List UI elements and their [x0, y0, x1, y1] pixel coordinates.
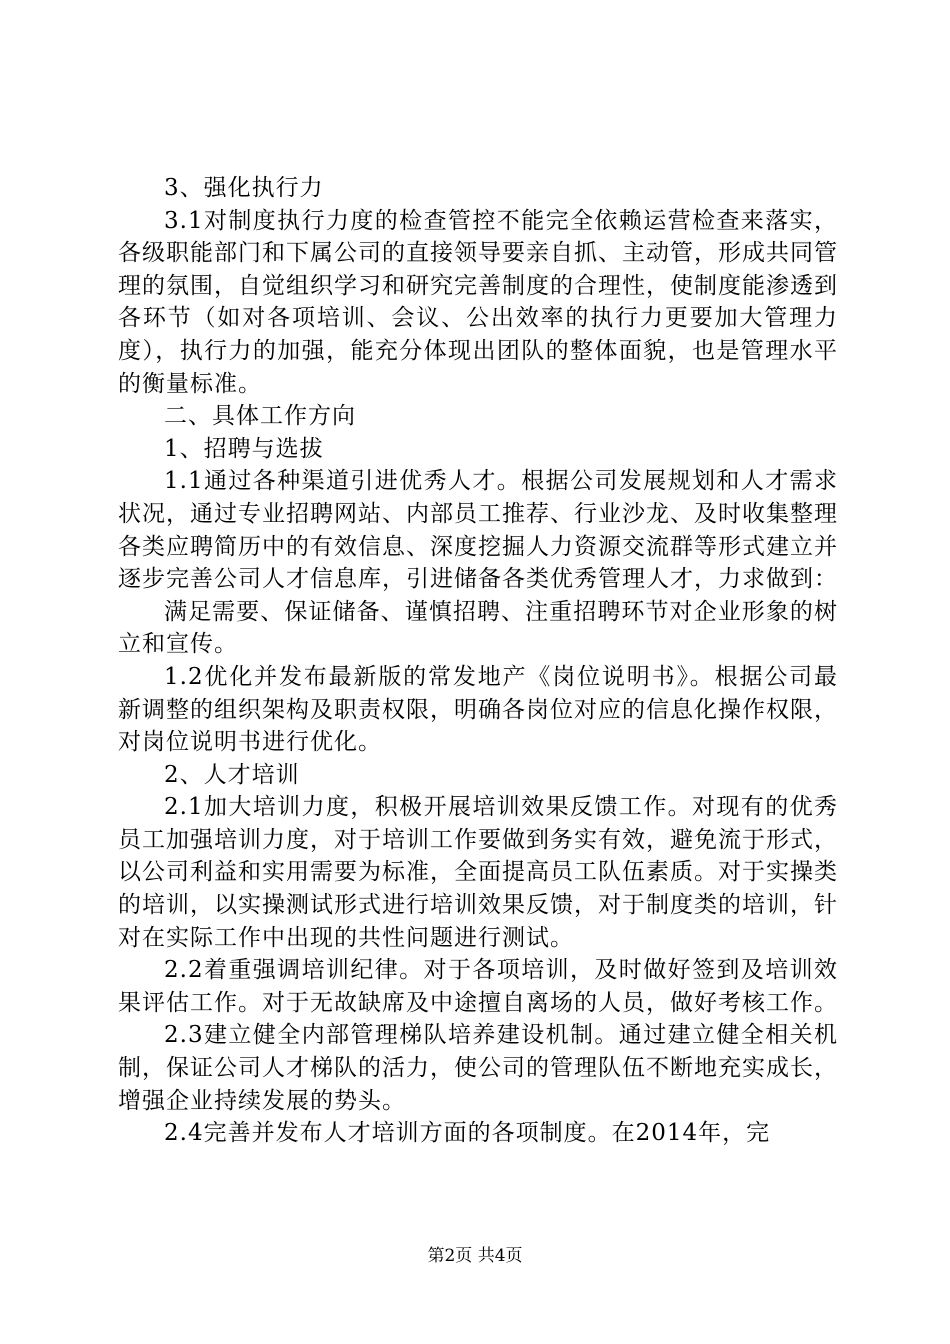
paragraph-1-1: 1.1通过各种渠道引进优秀人才。根据公司发展规划和人才需求状况，通过专业招聘网站、内部员工推荐、行业沙龙、及时收集整理各类应聘简历中的有效信息、深度挖掘人力资源交流群等形式建立并逐步完善公司人才信息库，引进储备各类优秀管理人才，力求做到： [118, 468, 838, 593]
section-heading-execution: 3、强化执行力 [164, 175, 324, 201]
section-heading-recruitment: 1、招聘与选拔 [164, 435, 324, 462]
document-body [118, 172, 838, 1150]
paragraph-2-4: 2.4完善并发布人才培训方面的各项制度。在2014年，完 [164, 1120, 771, 1147]
paragraph-2-1: 2.1加大培训力度，积极开展培训效果反馈工作。对现有的优秀员工加强培训力度，对于培训工作要做到务实有效，避免流于形式，以公司利益和实用需要为标准，全面提高员工队伍素质。对于实操类的培训，以实操测试形式进行培训效果反馈，对于制度类的培训，针对在实际工作中出现的共性问题进行测试。 [118, 794, 838, 951]
section-heading-training: 2、人才培训 [164, 761, 300, 788]
page-number-footer: 第2页 共4页 [427, 1246, 523, 1266]
paragraph-3-1: 3.1对制度执行力度的检查管控不能完全依赖运营检查来落实，各级职能部门和下属公司的直接领导要亲自抓、主动管，形成共同管理的氛围，自觉组织学习和研究完善制度的合理性，使制度能渗透到各环节（如对各项培训、会议、公出效率的执行力更要加大管理力度），执行力的加强，能充分体现出团队的整体面貌，也是管理水平的衡量标准。 [118, 207, 838, 397]
paragraph-2-3: 2.3建立健全内部管理梯队培养建设机制。通过建立健全相关机制，保证公司人才梯队的活力，使公司的管理队伍不断地充实成长，增强企业持续发展的势头。 [118, 1022, 838, 1114]
section-heading-work-direction: 二、具体工作方向 [164, 403, 356, 430]
paragraph-recruitment-goals: 满足需要、保证储备、谨慎招聘、注重招聘环节对企业形象的树立和宣传。 [118, 598, 838, 658]
paragraph-2-2: 2.2着重强调培训纪律。对于各项培训，及时做好签到及培训效果评估工作。对于无故缺席及中途擅自离场的人员，做好考核工作。 [118, 957, 838, 1016]
paragraph-1-2: 1.2优化并发布最新版的常发地产《岗位说明书》。根据公司最新调整的组织架构及职责权限，明确各岗位对应的信息化操作权限，对岗位说明书进行优化。 [118, 663, 838, 756]
